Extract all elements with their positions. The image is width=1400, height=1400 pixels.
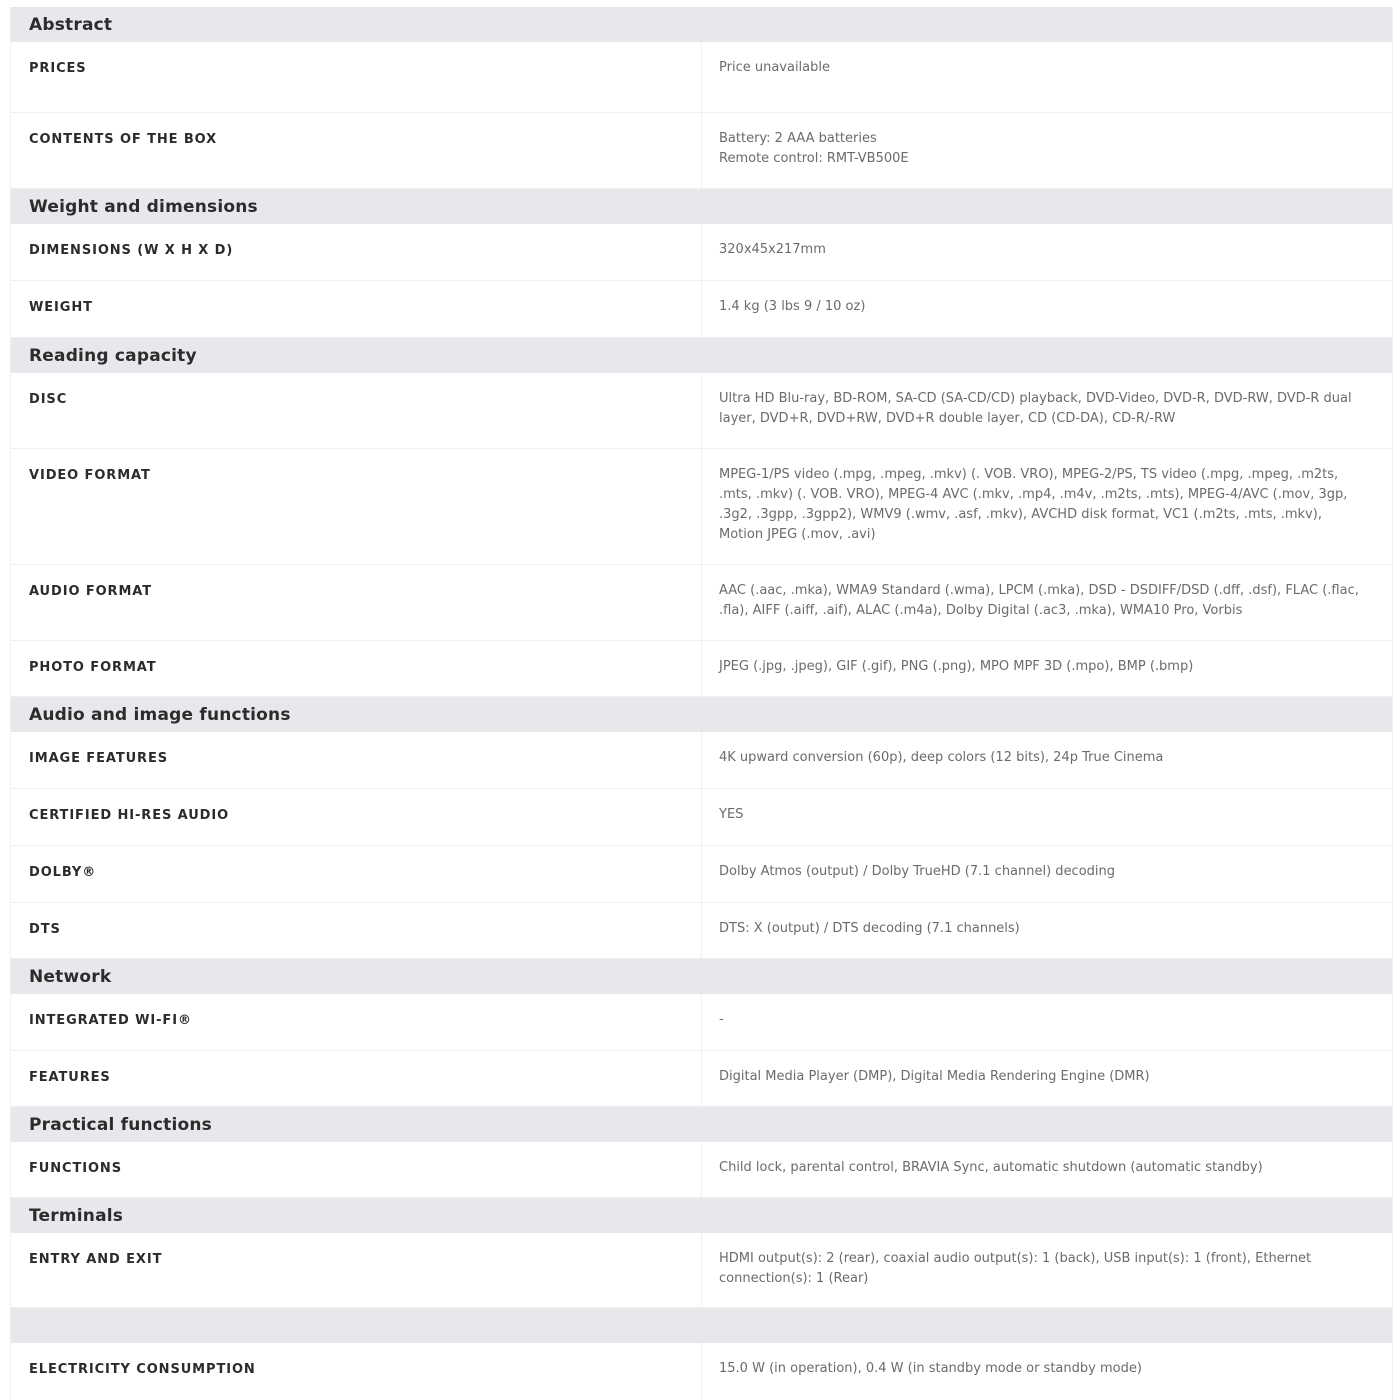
section-header-reading-capacity: Reading capacity — [11, 338, 1392, 373]
spec-row-disc — [11, 373, 1392, 449]
spec-row-weight — [11, 281, 1392, 338]
spec-row-contents-of-the-box — [11, 113, 1392, 189]
spec-value-line: 320x45x217mm — [719, 242, 826, 257]
spec-value-line: MPEG-1/PS video (.mpg, .mpeg, .mkv) (. VOB. VRO), MPEG-2/PS, TS video (.mpg, .mpeg, .m2ts, .mts, .mkv) (. VOB. VRO), MPEG-4 AVC (.mkv, .mp4, .m4v, .m2ts, .mts), MPEG-4/AVC (.mov, 3gp, .3g2, .3gpp, .3gpp2), WMV9 (.wmv, .asf, .mkv), AVCHD disk format, VC1 (.m2ts, .mts, .mkv), Motion JPEG (.mov, .avi) — [719, 467, 1348, 542]
spec-row-audio-format — [11, 565, 1392, 641]
spec-value-line: YES — [719, 807, 744, 822]
spec-value — [702, 278, 1392, 337]
spec-value — [702, 1139, 1392, 1197]
spec-label: FUNCTIONS — [11, 1142, 702, 1197]
spec-label: VIDEO FORMAT — [11, 449, 702, 564]
section-header-abstract: Abstract — [11, 7, 1392, 42]
spec-label: FEATURES — [11, 1051, 702, 1106]
spec-value-line: 15.0 W (in operation), 0.4 W (in standby mode or standby mode) — [719, 1361, 1142, 1376]
spec-value — [702, 1048, 1392, 1106]
spec-label: INTEGRATED WI-FI® — [11, 994, 702, 1050]
spec-value — [702, 786, 1392, 845]
spec-value — [702, 1340, 1392, 1399]
spec-value-line: Dolby Atmos (output) / Dolby TrueHD (7.1 channel) decoding — [719, 864, 1116, 879]
spec-row-functions — [11, 1142, 1392, 1198]
spec-value-line: 4K upward conversion (60p), deep colors (12 bits), 24p True Cinema — [719, 750, 1164, 765]
section-header-untitled — [11, 1308, 1392, 1343]
spec-row-prices — [11, 42, 1392, 113]
spec-value — [702, 900, 1392, 958]
spec-value-line: Digital Media Player (DMP), Digital Media Rendering Engine (DMR) — [719, 1069, 1150, 1084]
spec-label: IMAGE FEATURES — [11, 732, 702, 788]
spec-value — [702, 1230, 1392, 1307]
spec-value-line: Remote control: RMT-VB500E — [719, 151, 909, 166]
section-header-weight-and-dimensions: Weight and dimensions — [11, 189, 1392, 224]
spec-value — [702, 39, 1392, 112]
spec-value-line: Ultra HD Blu-ray, BD-ROM, SA-CD (SA-CD/CD) playback, DVD-Video, DVD-R, DVD-RW, DVD-R dual layer, DVD+R, DVD+RW, DVD+R double layer, CD (CD-DA), CD-R/-RW — [719, 391, 1352, 426]
section-header-practical-functions: Practical functions — [11, 1107, 1392, 1142]
spec-row-electricity-consumption — [11, 1343, 1392, 1399]
spec-row-video-format — [11, 449, 1392, 565]
spec-value — [702, 843, 1392, 902]
spec-row-network-features — [11, 1051, 1392, 1107]
spec-label: ENTRY AND EXIT — [11, 1233, 702, 1307]
spec-value — [702, 562, 1392, 640]
spec-label: CERTIFIED HI-RES AUDIO — [11, 789, 702, 845]
spec-label: ELECTRICITY CONSUMPTION — [11, 1343, 702, 1399]
spec-label: PRICES — [11, 42, 702, 112]
spec-label: PHOTO FORMAT — [11, 641, 702, 696]
spec-row-dolby — [11, 846, 1392, 903]
spec-label: CONTENTS OF THE BOX — [11, 113, 702, 188]
spec-value-line: DTS: X (output) / DTS decoding (7.1 channels) — [719, 921, 1020, 936]
section-header-terminals: Terminals — [11, 1198, 1392, 1233]
spec-value — [702, 638, 1392, 696]
section-header-network: Network — [11, 959, 1392, 994]
spec-label: DOLBY® — [11, 846, 702, 902]
spec-value — [702, 729, 1392, 788]
spec-value-line: Child lock, parental control, BRAVIA Sync, automatic shutdown (automatic standby) — [719, 1160, 1263, 1175]
spec-row-entry-and-exit — [11, 1233, 1392, 1308]
section-header-audio-and-image-functions: Audio and image functions — [11, 697, 1392, 732]
spec-label: DTS — [11, 903, 702, 958]
spec-value — [702, 110, 1392, 188]
spec-value — [702, 370, 1392, 448]
spec-row-photo-format — [11, 641, 1392, 697]
spec-label: AUDIO FORMAT — [11, 565, 702, 640]
spec-row-certified-hi-res-audio — [11, 789, 1392, 846]
spec-label: DISC — [11, 373, 702, 448]
spec-row-dimensions — [11, 224, 1392, 281]
spec-value-line: Battery: 2 AAA batteries — [719, 131, 877, 146]
spec-table — [10, 7, 1393, 1399]
spec-value — [702, 221, 1392, 280]
spec-value-line: JPEG (.jpg, .jpeg), GIF (.gif), PNG (.png), MPO MPF 3D (.mpo), BMP (.bmp) — [719, 659, 1194, 674]
spec-value-line: HDMI output(s): 2 (rear), coaxial audio output(s): 1 (back), USB input(s): 1 (front), Ethernet connection(s): 1 (Rear) — [719, 1251, 1312, 1286]
spec-value-line: 1.4 kg (3 lbs 9 / 10 oz) — [719, 299, 866, 314]
spec-value — [702, 991, 1392, 1050]
spec-value-line: AAC (.aac, .mka), WMA9 Standard (.wma), LPCM (.mka), DSD - DSDIFF/DSD (.dff, .dsf), FLAC (.flac, .fla), AIFF (.aiff, .aif), ALAC (.m4a), Dolby Digital (.ac3, .mka), WMA10 Pro, Vorbis — [719, 583, 1359, 618]
spec-value-line: - — [719, 1012, 724, 1027]
spec-row-image-features — [11, 732, 1392, 789]
spec-label: WEIGHT — [11, 281, 702, 337]
spec-value-line: Price unavailable — [719, 60, 831, 75]
spec-row-integrated-wifi — [11, 994, 1392, 1051]
spec-label: DIMENSIONS (W X H X D) — [11, 224, 702, 280]
spec-row-dts — [11, 903, 1392, 959]
spec-value — [702, 446, 1392, 564]
